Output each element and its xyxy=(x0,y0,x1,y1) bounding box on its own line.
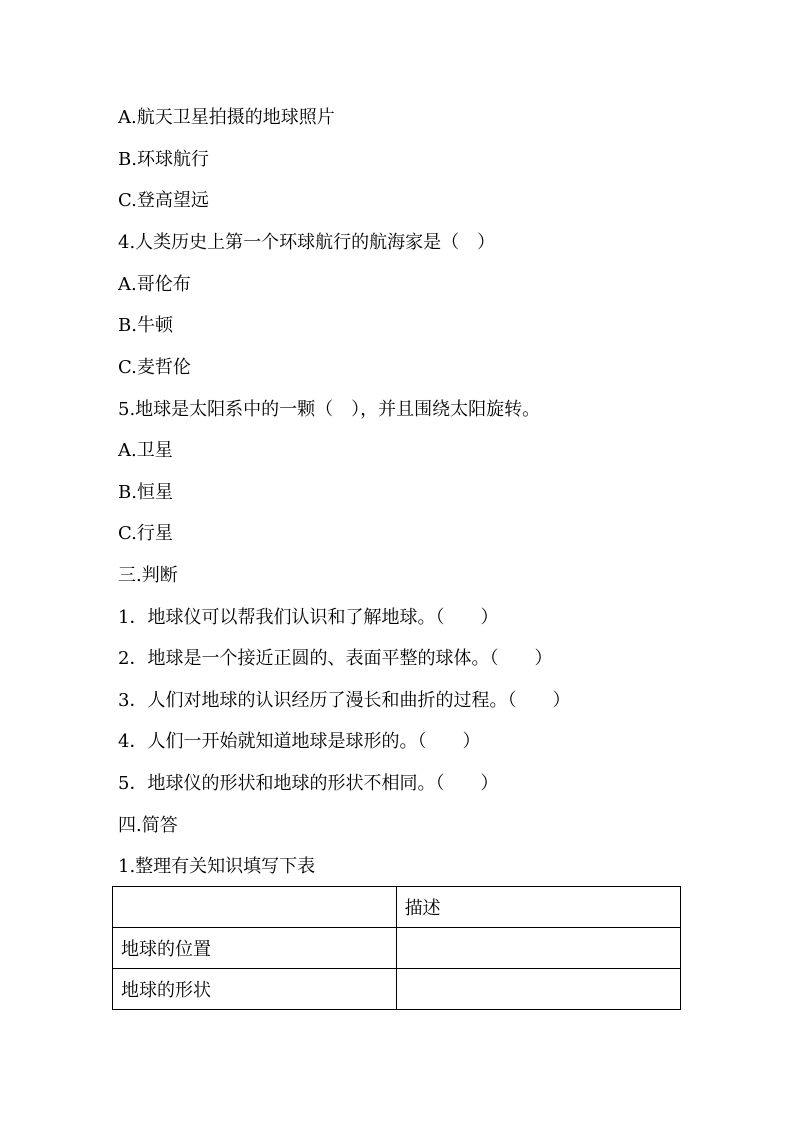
table-header-cell xyxy=(113,887,397,928)
q5-option-b: B.恒星 xyxy=(118,482,173,503)
q5-option-c: C.行星 xyxy=(118,523,173,544)
q4-option-a: A.哥伦布 xyxy=(118,274,191,295)
knowledge-table xyxy=(112,886,681,1010)
q3-option-a: A.航天卫星拍摄的地球照片 xyxy=(118,107,335,128)
table-header-cell: 描述 xyxy=(396,887,680,928)
judge-item-2: 2．地球是一个接近正圆的、表面平整的球体。（ ） xyxy=(118,648,553,669)
section3-heading: 三.判断 xyxy=(118,565,178,586)
q4-option-b: B.牛顿 xyxy=(118,315,173,336)
table-row xyxy=(113,969,681,1010)
q3-option-b: B.环球航行 xyxy=(118,149,209,170)
q3-option-c: C.登高望远 xyxy=(118,190,209,211)
q5-question: 5.地球是太阳系中的一颗（ ），并且围绕太阳旋转。 xyxy=(118,399,541,420)
table-row xyxy=(113,928,681,969)
q4-question: 4.人类历史上第一个环球航行的航海家是（ ） xyxy=(118,232,496,253)
q5-option-a: A.卫星 xyxy=(118,440,173,461)
q4-option-c: C.麦哲伦 xyxy=(118,357,191,378)
table-row xyxy=(113,887,681,928)
section4-heading: 四.简答 xyxy=(118,815,178,836)
short-answer-question-1: 1.整理有关知识填写下表 xyxy=(118,856,316,877)
table-row-label: 地球的形状 xyxy=(113,969,397,1010)
table-answer-cell xyxy=(396,969,680,1010)
table-answer-cell xyxy=(396,928,680,969)
judge-item-3: 3．人们对地球的认识经历了漫长和曲折的过程。（ ） xyxy=(118,690,571,711)
judge-item-1: 1．地球仪可以帮我们认识和了解地球。（ ） xyxy=(118,607,499,628)
judge-item-4: 4．人们一开始就知道地球是球形的。（ ） xyxy=(118,731,481,752)
judge-item-5: 5．地球仪的形状和地球的形状不相同。（ ） xyxy=(118,773,499,794)
table-row-label: 地球的位置 xyxy=(113,928,397,969)
